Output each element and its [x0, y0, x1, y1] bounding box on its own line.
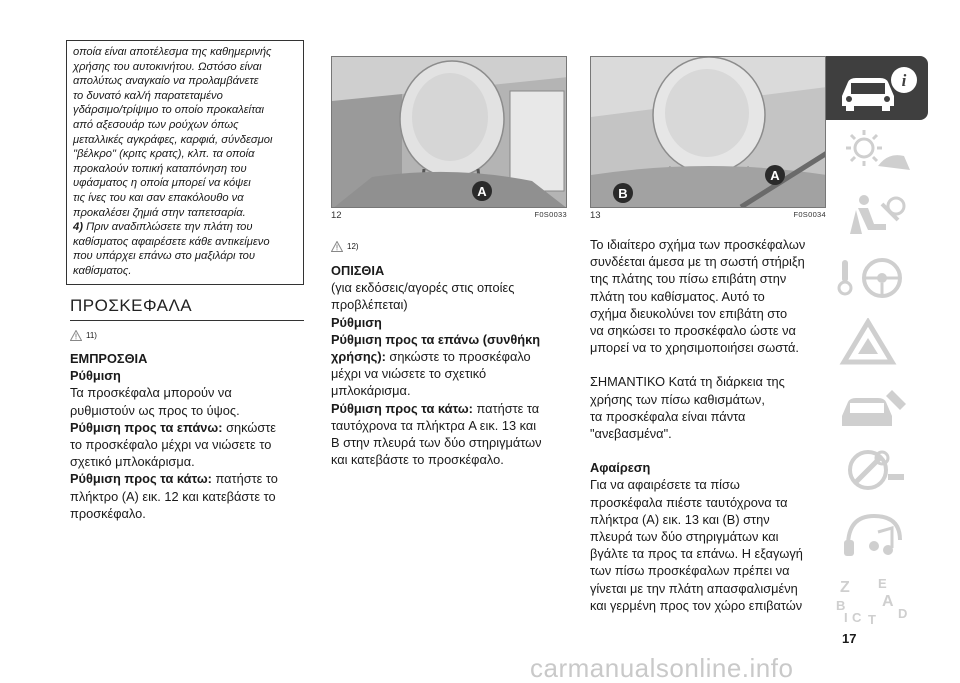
- adjustment-subheading: Ρύθμιση: [70, 368, 121, 384]
- rear-headrest-illustration: [591, 57, 826, 208]
- tab-car-info[interactable]: [826, 56, 928, 120]
- note-text: οποία είναι αποτέλεσμα της καθημερινής χρήσης του αυτοκινήτου. Ωστόσο είναι απολύτως αναγκαίο να προλαμβάνετε το δυνατό καλ/ή παρατεταμένο γδάρσιμο/τρίψιμο το οποίο προκαλείται από αξεσουάρ των ρούχων όπως μεταλλικές αγκράφες, καρφιά, σύνδεσμοι "βέλκρο" (κριτς κρατς), κλπ. τα οποία προκαλούν τοπική καταπόνηση του υφάσματος η οποία μπορεί να κόψει τις ίνες του και σαν επακόλουθο να προκαλέσει ζημιά στην ταπετσαρία. 4) Πριν αναδιπλώσετε την πλάτη του καθίσματος αφαιρέσετε κάθε αντικείμενο που υπάρχει επάνω στο μαξιλάρι του καθίσματος.: [73, 46, 273, 277]
- warning-triangle-icon: [70, 330, 82, 341]
- tab-index[interactable]: [826, 568, 928, 632]
- svg-text:A: A: [882, 593, 894, 610]
- watermark: carmanualsonline.info: [530, 653, 794, 683]
- shape-paragraph: Το ιδιαίτερο σχήμα των προσκέφαλων συνδέεται άμεσα με τη σωστή στήριξη της πλάτης του πίσω επιβάτη στην πλάτη του καθίσματος. Αυτό το σχήμα διευκολύνει τον επιβάτη στο να σηκώσει το προσκέφαλο ώστε να μπορεί να το χρησιμοποιήσει σωστά.: [590, 237, 806, 356]
- callout-b: B: [618, 186, 628, 201]
- tab-starting-driving[interactable]: [826, 248, 928, 312]
- figure-12: [331, 56, 567, 221]
- section-title: ΠΡΟΣΚΕΦΑΛΑ: [70, 296, 304, 321]
- figure-number: 12: [331, 210, 342, 221]
- page-number: 17: [842, 631, 857, 646]
- warning-reference: 12): [331, 241, 359, 252]
- front-heading: ΕΜΠΡΟΣΘΙΑ: [70, 351, 148, 366]
- warning-note-box: [66, 40, 304, 285]
- tab-technical-data[interactable]: [826, 440, 928, 504]
- rear-headrests-text: [331, 262, 567, 468]
- index-letters-icon: [834, 574, 920, 626]
- tab-emergency[interactable]: [826, 312, 928, 376]
- versions-note: (για εκδόσεις/αγορές στις οποίες προβλέπεται): [331, 280, 515, 313]
- car-info-icon: [834, 62, 920, 114]
- intro-paragraph: Τα προσκέφαλα μπορούν να ρυθμιστούν ως προς το ύψος.: [70, 385, 240, 418]
- svg-text:i: i: [901, 71, 907, 90]
- figure-code: F0S0034: [793, 210, 826, 219]
- multimedia-icon: [834, 510, 920, 562]
- front-headrests-text: [70, 350, 306, 522]
- tab-safety[interactable]: [826, 184, 928, 248]
- adjust-up-paragraph: Ρύθμιση προς τα επάνω: σηκώστε το προσκέφαλο μέχρι να νιώσετε το σχετικό μπλοκάρισμα.: [70, 419, 276, 470]
- rear-heading: ΟΠΙΣΘΙΑ: [331, 263, 385, 278]
- adjust-down-paragraph: Ρύθμιση προς τα κάτω: πατήστε το πλήκτρο (A) εικ. 12 και κατεβάστε το προσκέφαλο.: [70, 471, 278, 521]
- tab-dashboard[interactable]: [826, 120, 928, 184]
- adjust-up-paragraph: Ρύθμιση προς τα επάνω (συνθήκη χρήσης): σηκώστε το προσκέφαλο μέχρι να νιώσετε το σχετικό μπλοκάρισμα.: [331, 331, 541, 399]
- warning-reference: 11): [70, 330, 97, 341]
- figure-13: [590, 56, 826, 221]
- removal-paragraph: Για να αφαιρέσετε τα πίσω προσκέφαλα πιέστε ταυτόχρονα τα πλήκτρα (A) εικ. 13 και (B) στην πλευρά των δύο στηριγμάτων και βγάλτε τα προς τα επάνω. Η εξαγωγή των πίσω προσκέφαλων πρέπει να γίνεται με την πλάτη απασφαλισμένη και γερμένη προς τον χώρο επιβατών: [590, 477, 803, 613]
- svg-text:C: C: [852, 610, 862, 625]
- rear-headrests-info-text: [590, 236, 826, 614]
- steering-wheel-key-icon: [834, 254, 920, 306]
- callout-a: A: [477, 184, 487, 199]
- front-headrest-illustration: [332, 57, 567, 208]
- important-paragraph: ΣΗΜΑΝΤΙΚΟ Κατά τη διάρκεια της χρήσης των πίσω καθισμάτων, τα προσκέφαλα είναι πάντα "ανεβασμένα".: [590, 374, 785, 442]
- airbag-seat-icon: [834, 190, 920, 242]
- car-service-icon: [834, 382, 920, 434]
- tab-maintenance[interactable]: [826, 376, 928, 440]
- figure-number: 13: [590, 210, 601, 221]
- warning-triangle-icon: [331, 241, 343, 252]
- tools-icon: [834, 446, 920, 498]
- warning-triangle-icon: [834, 318, 920, 370]
- tip-number: 4): [73, 221, 83, 234]
- svg-text:Z: Z: [840, 579, 850, 596]
- svg-text:D: D: [898, 606, 908, 621]
- dashboard-lights-icon: [834, 126, 920, 178]
- removal-heading: Αφαίρεση: [590, 460, 651, 476]
- callout-a: A: [770, 168, 780, 183]
- adjustment-subheading: Ρύθμιση: [331, 314, 382, 330]
- figure-13-image: [590, 56, 826, 208]
- adjust-down-paragraph: Ρύθμιση προς τα κάτω: πατήστε τα ταυτόχρονα τα πλήκτρα A εικ. 13 και B στην πλευρά των δύο στηριγμάτων και κατεβάστε το προσκέφαλο.: [331, 400, 542, 468]
- svg-text:T: T: [868, 612, 876, 626]
- tab-multimedia[interactable]: [826, 504, 928, 568]
- chapter-tabs: [826, 56, 928, 626]
- svg-text:E: E: [878, 576, 887, 591]
- svg-text:B: B: [836, 598, 846, 613]
- svg-text:I: I: [844, 610, 848, 625]
- figure-code: F0S0033: [534, 210, 567, 219]
- figure-12-image: [331, 56, 567, 208]
